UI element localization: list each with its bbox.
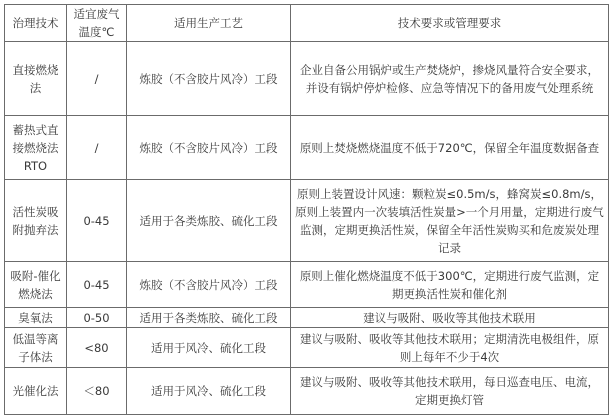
header-row [5,5,609,42]
cell-process: 适用于风冷、硫化工段 [127,328,291,368]
cell-tech: 臭氧法 [5,308,67,328]
cell-tech: 吸附-催化燃烧法 [5,262,67,308]
cell-temp: <80 [67,328,127,368]
header-tech: 治理技术 [5,5,67,42]
table-row [5,42,609,116]
cell-process: 适用于各类炼胶、硫化工段 [127,180,291,262]
cell-temp: 0-45 [67,180,127,262]
cell-tech: 低温等离子体法 [5,328,67,368]
cell-requirement: 原则上催化燃烧温度不低于300℃，定期进行废气监测，定期更换活性炭和催化剂 [291,262,609,308]
cell-requirement: 企业自备公用锅炉或生产焚烧炉，掺烧风量符合安全要求，并设有锅炉停炉检修、应急等情况下的备用废气处理系统 [291,42,609,116]
cell-tech: 活性炭吸附抛弃法 [5,180,67,262]
cell-process: 炼胶（不含胶片风冷）工段 [127,42,291,116]
table-row [5,116,609,180]
cell-requirement: 建议与吸附、吸收等其他技术联用 [291,308,609,328]
cell-requirement: 原则上装置设计风速：颗粒炭≤0.5m/s，蜂窝炭≤0.8m/s，原则上装置内一次装填活性炭量>一个月用量，定期进行废气监测，定期更换活性炭，保留全年活性炭购买和危废炭处理记录 [291,180,609,262]
cell-temp: / [67,42,127,116]
table-row [5,180,609,262]
table-row [5,262,609,308]
cell-temp: 0-45 [67,262,127,308]
header-process: 适用生产工艺 [127,5,291,42]
cell-tech: 光催化法 [5,368,67,415]
cell-temp: ＜80 [67,368,127,415]
cell-process: 炼胶（不含胶片风冷）工段 [127,116,291,180]
table-row [5,328,609,368]
cell-temp: / [67,116,127,180]
table-row [5,308,609,328]
cell-process: 炼胶（不含胶片风冷）工段 [127,262,291,308]
cell-requirement: 原则上焚烧燃烧温度不低于720℃，保留全年温度数据备查 [291,116,609,180]
cell-tech: 蓄热式直接燃烧法RTO [5,116,67,180]
cell-requirement: 建议与吸附、吸收等其他技术联用，每日巡查电压、电流，定期更换灯管 [291,368,609,415]
table-row [5,368,609,415]
cell-process: 适用于各类炼胶、硫化工段 [127,308,291,328]
cell-temp: 0-50 [67,308,127,328]
header-temp: 适宜废气温度℃ [67,5,127,42]
governance-table [4,4,609,415]
cell-process: 适用于风冷、硫化工段 [127,368,291,415]
cell-tech: 直接燃烧法 [5,42,67,116]
cell-requirement: 建议与吸附、吸收等其他技术联用；定期清洗电极组件，原则上每年不少于4次 [291,328,609,368]
header-requirement: 技术要求或管理要求 [291,5,609,42]
